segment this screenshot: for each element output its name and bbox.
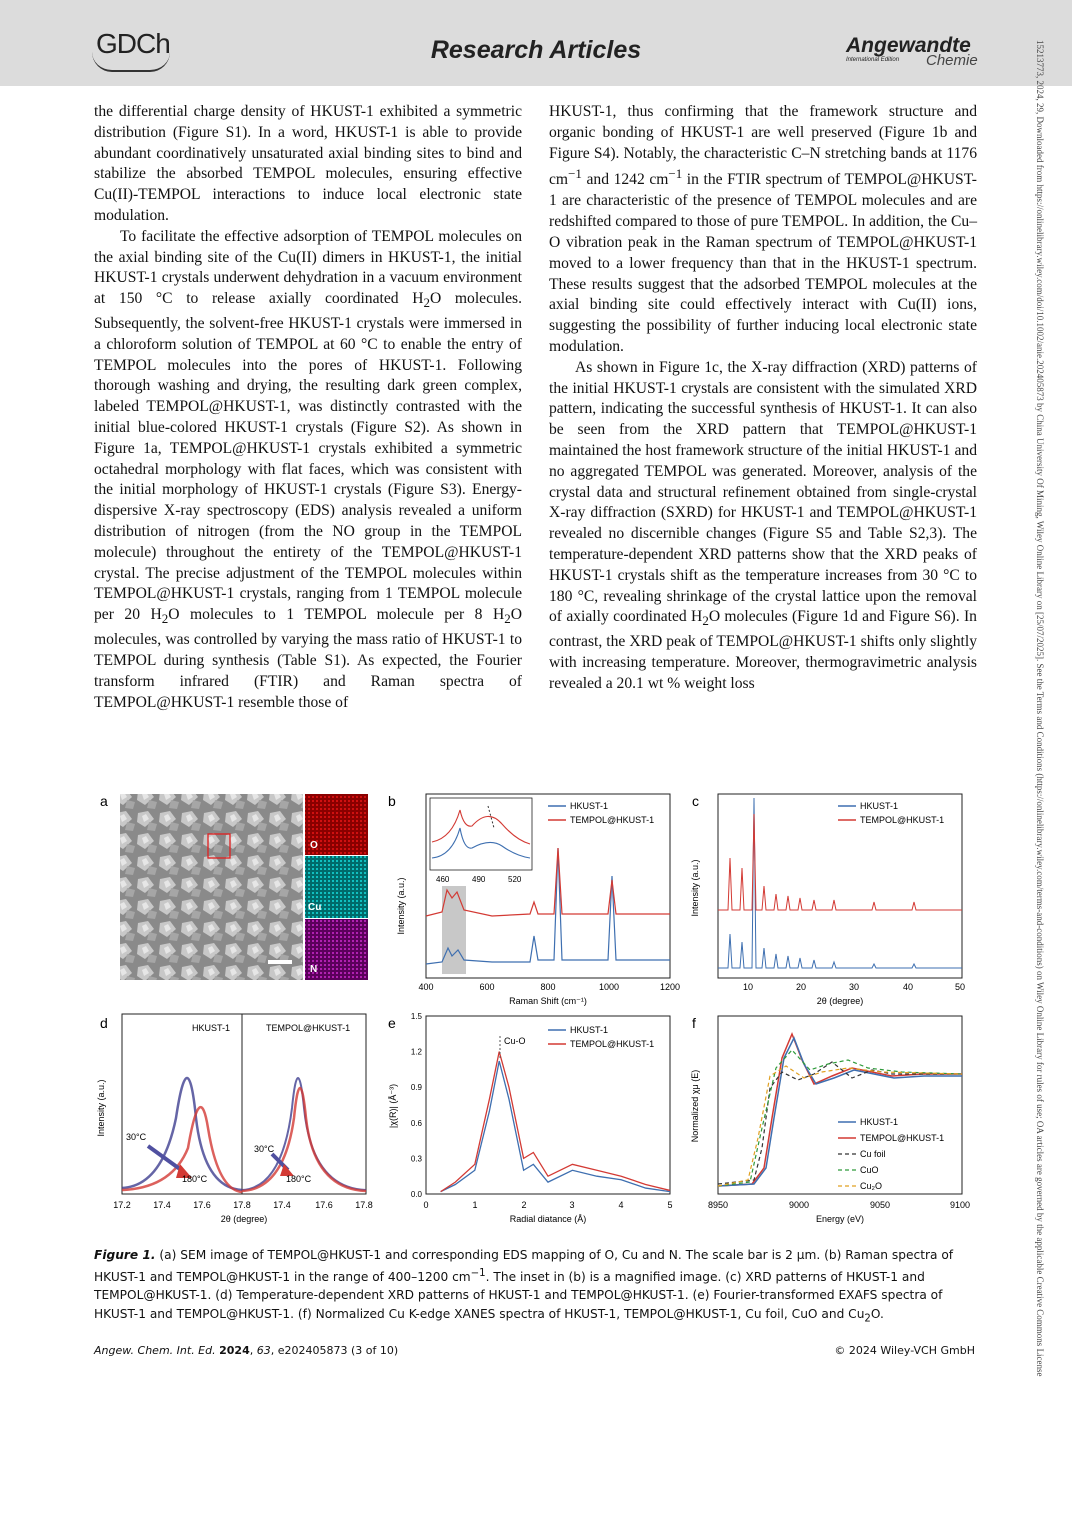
legend-item: CuO xyxy=(860,1165,879,1175)
x-tick: 4 xyxy=(618,1200,624,1210)
x-tick: 800 xyxy=(540,982,556,992)
highlight-region xyxy=(442,886,466,974)
panel-c xyxy=(690,793,965,1006)
x-tick: 5 xyxy=(667,1200,673,1210)
temperature-label: 180°C xyxy=(286,1174,312,1184)
paragraph xyxy=(549,358,977,695)
x-tick: 40 xyxy=(902,982,914,992)
gdch-logo: GDCh xyxy=(96,28,170,59)
text-run: and 1242 cm xyxy=(581,171,669,189)
peak-annotation: Cu-O xyxy=(504,1036,526,1046)
x-tick: 50 xyxy=(954,982,966,992)
text-run: O molecules. Subsequently, the solvent-free HKUST-1 crystals were immersed in a chloroform solution of TEMPOL at 60 °C to enable the entry of TEMPOL molecules into the pores of HKUST-1. Following thorough washing and drying, the resulting dark green complex, labeled TEMPOL@HKUST-1, was distinctly contrasted with the initial blue-colored HKUST-1 crystals (Figure S2). As shown in Figure 1a, TEMPOL@HKUST-1 crystals exhibited a symmetric octahedral morphology with flat faces, which was consistent with the initial morphology of HKUST-1 crystals (Figure S3). Energy-dispersive X-ray spectroscopy (EDS) analysis revealed a uniform distribution of nitrogen (from the NO group in the TEMPOL molecule) throughout the entirety of the TEMPOL@HKUST-1 crystal. The precise adjustment of the TEMPOL molecules within TEMPOL@HKUST-1 crystals, ranging from 1 TEMPOL molecule per 20 H xyxy=(94,290,523,624)
x-tick: 8950 xyxy=(707,1200,729,1210)
x-axis-label: 2θ (degree) xyxy=(220,1214,268,1224)
x-tick: 1 xyxy=(472,1200,478,1210)
x-tick: 17.8 xyxy=(355,1200,373,1210)
subplot-title: HKUST-1 xyxy=(192,1023,231,1033)
y-tick: 0.3 xyxy=(410,1154,422,1164)
text-run: in the FTIR spectrum of TEMPOL@HKUST-1 are characteristic of the presence of TEMPOL molecules and are redshifted compared to those of pure TEMPOL. In addition, the Cu–O vibration peak in the Raman spectrum of TEMPOL@HKUST-1 moved to a lower frequency than that in the HKUST-1 spectrum. These results suggest that the adsorbed TEMPOL molecules at the axial binding site could effectively interact with Cu(II) ions, suggesting the possibility of further inducing local electronic state modulation. xyxy=(549,171,977,355)
temperature-label: 30°C xyxy=(254,1144,275,1154)
inset-tick: 520 xyxy=(508,875,522,884)
inset-tick: 460 xyxy=(436,875,450,884)
scale-bar xyxy=(268,960,292,964)
y-axis-label: Intensity (a.u.) xyxy=(690,859,700,917)
y-axis-label: Intensity (a.u.) xyxy=(396,877,406,935)
journal-logo: Angewandte xyxy=(846,34,971,57)
figure-1 xyxy=(92,788,972,1228)
legend-item: TEMPOL@HKUST-1 xyxy=(570,1039,655,1049)
superscript: −1 xyxy=(568,166,582,182)
x-tick: 9000 xyxy=(788,1200,810,1210)
caption-text: (a) SEM image of TEMPOL@HKUST-1 and corresponding EDS mapping of O, Cu and N. The scale bar is 2 μm. (b) Raman spectra of HKUST-1 and TEMPOL@HKUST-1 in the range of 400–1200 cm xyxy=(94,1248,954,1284)
copyright: © 2024 Wiley-VCH GmbH xyxy=(834,1344,975,1357)
citation-journal: Angew. Chem. Int. Ed. xyxy=(94,1344,216,1357)
temperature-label: 180°C xyxy=(182,1174,208,1184)
section-title: Research Articles xyxy=(430,36,642,64)
caption-text: O. xyxy=(870,1306,884,1321)
panel-label: a xyxy=(100,793,108,809)
subscript: 2 xyxy=(423,295,430,311)
panel-d xyxy=(96,1014,373,1224)
citation-rest: , e202405873 (3 of 10) xyxy=(270,1344,399,1357)
text-run: O molecules, was controlled by varying the mass ratio of HKUST-1 to TEMPOL during synthesis (Table S1). As expected, the Fourier transform infrared (FTIR) and Raman spectra of TEMPOL@HKUST-1 resemble those of xyxy=(94,606,522,711)
inset-tick: 490 xyxy=(472,875,486,884)
x-tick: 17.2 xyxy=(113,1200,131,1210)
x-tick: 9100 xyxy=(949,1200,971,1210)
caption-label: Figure 1. xyxy=(94,1248,156,1262)
subscript: 2 xyxy=(504,611,511,627)
x-tick: 1000 xyxy=(598,982,620,992)
x-tick: 2 xyxy=(521,1200,527,1210)
x-tick: 17.8 xyxy=(233,1200,251,1210)
x-tick: 400 xyxy=(418,982,434,992)
x-axis-label: Radial diatance (Å) xyxy=(509,1214,587,1224)
x-tick: 9050 xyxy=(869,1200,891,1210)
x-tick: 17.6 xyxy=(315,1200,333,1210)
x-axis-label: Raman Shift (cm⁻¹) xyxy=(509,996,587,1006)
panel-f xyxy=(690,1015,970,1224)
legend-item: HKUST-1 xyxy=(860,1117,899,1127)
x-tick: 3 xyxy=(569,1200,575,1210)
journal-logo-chemie: Chemie xyxy=(926,52,978,69)
inset-frame xyxy=(430,798,532,870)
superscript: −1 xyxy=(668,166,683,182)
x-tick: 600 xyxy=(479,982,495,992)
page-header xyxy=(0,0,1072,86)
text-run: HKUST-1, thus confirming that the framework structure and organic bonding of HKUST-1 are well preserved (Figure 1b and Figure S4). Notably, the characteristic C–N stretching bands at 1176 cm xyxy=(549,103,977,189)
text-run: O molecules (Figure 1d and Figure S6). In contrast, the XRD peak of TEMPOL@HKUST-1 shifts only slightly with increasing temperature. Moreover, thermogravimetric analysis revealed a 20.1 wt % weight loss xyxy=(549,608,977,692)
panel-a xyxy=(100,793,368,980)
x-tick: 17.4 xyxy=(273,1200,291,1210)
citation-volume: 63 xyxy=(256,1344,271,1357)
text-run: To facilitate the effective adsorption of TEMPOL molecules on the axial binding site of the Cu(II) dimers in HKUST-1, the initial HKUST-1 crystals underwent dehydration in a vacuum environment at 150 °C to release axially coordinated H xyxy=(94,227,522,308)
panel-label: b xyxy=(388,793,396,809)
y-axis-label: Intensity (a.u.) xyxy=(96,1079,106,1137)
temperature-label: 30°C xyxy=(126,1132,147,1142)
xanes-cufoil-line xyxy=(718,1062,962,1184)
subscript: 2 xyxy=(702,613,709,629)
x-tick: 17.4 xyxy=(153,1200,171,1210)
figure-caption xyxy=(94,1246,974,1329)
y-axis-label: Normalized χμ (E) xyxy=(690,1069,700,1143)
subplot-title: TEMPOL@HKUST-1 xyxy=(266,1023,351,1033)
x-axis-label: Energy (eV) xyxy=(815,1214,865,1224)
citation: Angew. Chem. Int. Ed. 2024, 63, e202405873 (3 of 10) xyxy=(94,1344,399,1357)
plot-frame xyxy=(718,1016,962,1194)
x-tick: 30 xyxy=(848,982,860,992)
legend-item: HKUST-1 xyxy=(570,1025,609,1035)
x-axis-label: 2θ (degree) xyxy=(816,996,864,1006)
subscript: 2 xyxy=(161,611,169,627)
x-tick: 10 xyxy=(742,982,754,992)
series-line-tempol xyxy=(718,814,962,910)
y-ticks xyxy=(411,1012,423,1199)
legend-item: TEMPOL@HKUST-1 xyxy=(860,815,945,825)
x-tick: 20 xyxy=(795,982,807,992)
y-tick: 1.2 xyxy=(410,1047,422,1057)
legend-item: Cu foil xyxy=(860,1149,886,1159)
download-notice: 15213773, 2024, 29, Downloaded from https://onlinelibrary.wiley.com/doi/10.1002/anie.202405873 by China University Of Mining, Wiley Online Library on [25/07/2025]. See the Terms and Conditions (https://onlinelibrary.wiley.com/terms-and-conditions) on Wiley Online Library for rules of use; OA articles are governed by the applicable Creative Commons License xyxy=(1035,40,1045,1377)
xanes-cu2o-line xyxy=(718,1066,962,1186)
right-column xyxy=(549,102,977,695)
eds-label: Cu xyxy=(308,902,322,913)
y-tick: 0.0 xyxy=(410,1190,422,1199)
y-tick: 1.5 xyxy=(410,1012,422,1021)
legend-item: TEMPOL@HKUST-1 xyxy=(570,815,655,825)
x-tick: 17.6 xyxy=(193,1200,211,1210)
caption-text: . The inset in (b) is a magnified image. (c) XRD patterns of HKUST-1 and TEMPOL@HKUST-1. (d) Temperature-dependent XRD patterns of HKUST-1 and TEMPOL@HKUST-1. (e) Fourier-transformed EXAFS spectra of HKUST-1 and TEMPOL@HKUST-1. (f) Normalized Cu K-edge XANES spectra of HKUST-1, TEMPOL@HKUST-1, Cu foil, CuO and Cu xyxy=(94,1269,943,1321)
x-tick: 1200 xyxy=(659,982,681,992)
eds-label: O xyxy=(310,840,318,851)
eds-label: N xyxy=(310,964,318,975)
legend-item: TEMPOL@HKUST-1 xyxy=(860,1133,945,1143)
panel-label: e xyxy=(388,1015,396,1031)
legend-item: Cu₂O xyxy=(860,1181,882,1191)
panel-label: c xyxy=(692,793,699,809)
y-tick: 0.6 xyxy=(410,1118,422,1128)
panel-label: f xyxy=(692,1015,696,1031)
xanes-cuo-line xyxy=(718,1050,962,1186)
paragraph: the differential charge density of HKUST-1 exhibited a symmetric distribution (Figure S1). In a word, HKUST-1 is able to provide abundant coordinatively unsaturated axial binding sites to bind and stabilize the absorbed TEMPOL molecules, ensuring effective Cu(II)-TEMPOL interactions to induce local electronic state modulation. xyxy=(94,103,522,224)
y-axis-label: |χ(R)| (Å⁻³) xyxy=(388,1083,398,1129)
sem-image xyxy=(120,794,303,980)
journal-logo-sub: International Edition xyxy=(846,57,900,63)
superscript: −1 xyxy=(470,1267,486,1279)
text-run: O molecules to 1 TEMPOL molecule per 8 H xyxy=(168,606,505,624)
panel-label: d xyxy=(100,1015,108,1031)
citation-year: 2024 xyxy=(219,1344,250,1357)
x-tick: 0 xyxy=(423,1200,429,1210)
left-column xyxy=(94,102,522,713)
legend-item: HKUST-1 xyxy=(860,801,899,811)
subscript: 2 xyxy=(864,1313,871,1324)
panel-b xyxy=(388,793,680,1006)
text-run: As shown in Figure 1c, the X-ray diffraction (XRD) patterns of the initial HKUST-1 crystals are consistent with the simulated XRD pattern, indicating the successful synthesis of HKUST-1. It can also be seen from the XRD pattern that TEMPOL@HKUST-1 maintained the host framework structure of the initial HKUST-1 and no aggregated TEMPOL was generated. Moreover, analysis of the crystal data and structural refinement obtained from single-crystal X-ray diffraction (SXRD) for HKUST-1 and TEMPOL@HKUST-1 revealed no discernible changes (Figure S5 and Table S2,3). The temperature-dependent XRD patterns show that the XRD peaks of HKUST-1 crystals shift as the temperature increases from 30 °C to 180 °C, revealing shrinkage of the crystal lattice upon the removal of axially coordinated H xyxy=(549,358,977,626)
paragraph xyxy=(94,227,522,714)
paragraph xyxy=(549,102,977,358)
panel-e xyxy=(388,1012,673,1224)
legend-item: HKUST-1 xyxy=(570,801,609,811)
y-tick: 0.9 xyxy=(410,1083,422,1093)
